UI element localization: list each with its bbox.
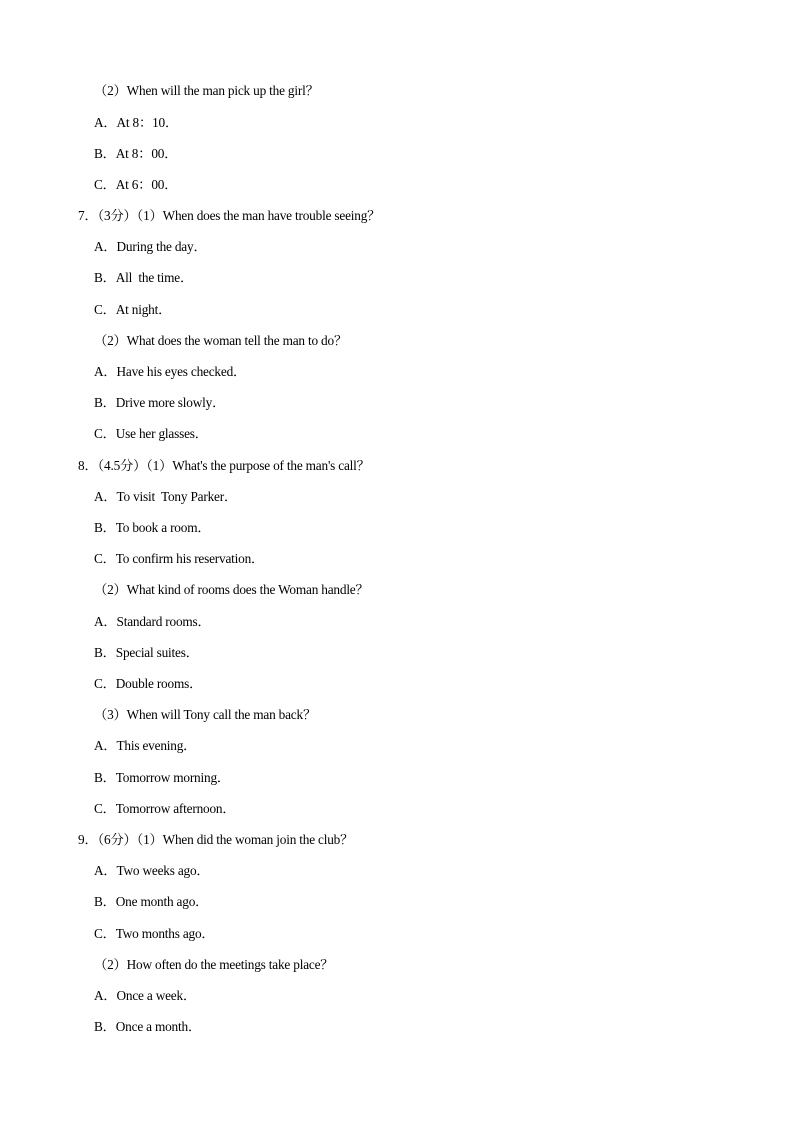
option-a: A．This evening． xyxy=(94,738,197,753)
option-c: C．Use her glasses． xyxy=(94,426,208,441)
question-6-sub-2: （2）When will the man pick up the girl？ xyxy=(94,83,319,98)
option-c: C．To confirm his reservation． xyxy=(94,551,265,566)
question-7-sub-2: （2）What does the woman tell the man to do？ xyxy=(94,333,348,348)
option-c: C．Tomorrow afternoon． xyxy=(94,801,236,816)
option-b: B．Drive more slowly． xyxy=(94,395,226,410)
question-7: 7．（3分）（1）When does the man have trouble seeing？ xyxy=(78,208,381,223)
option-c: C．Two months ago． xyxy=(94,926,215,941)
option-a: A．Once a week． xyxy=(94,988,197,1003)
option-b: B．To book a room． xyxy=(94,520,211,535)
option-a: A．Two weeks ago． xyxy=(94,863,210,878)
option-a: A．During the day． xyxy=(94,239,207,254)
question-8: 8．（4.5分）（1）What's the purpose of the man's call？ xyxy=(78,458,370,473)
option-b: B．Tomorrow morning． xyxy=(94,770,230,785)
question-8-sub-3: （3）When will Tony call the man back？ xyxy=(94,707,317,722)
option-b: B．Special suites． xyxy=(94,645,199,660)
option-a: A．At 8：10． xyxy=(94,115,179,130)
question-8-sub-2: （2）What kind of rooms does the Woman handle？ xyxy=(94,582,369,597)
question-9-sub-2: （2）How often do the meetings take place？ xyxy=(94,957,334,972)
option-b: B．At 8：00． xyxy=(94,146,178,161)
option-b: B．All the time． xyxy=(94,270,194,285)
question-9: 9．（6分）（1）When did the woman join the club？ xyxy=(78,832,354,847)
option-c: C．Double rooms． xyxy=(94,676,203,691)
option-c: C．At 6：00． xyxy=(94,177,178,192)
option-b: B．Once a month． xyxy=(94,1019,202,1034)
option-a: A．Have his eyes checked． xyxy=(94,364,247,379)
option-c: C．At night． xyxy=(94,302,172,317)
option-a: A．To visit Tony Parker． xyxy=(94,489,238,504)
option-b: B．One month ago． xyxy=(94,894,209,909)
option-a: A．Standard rooms． xyxy=(94,614,211,629)
